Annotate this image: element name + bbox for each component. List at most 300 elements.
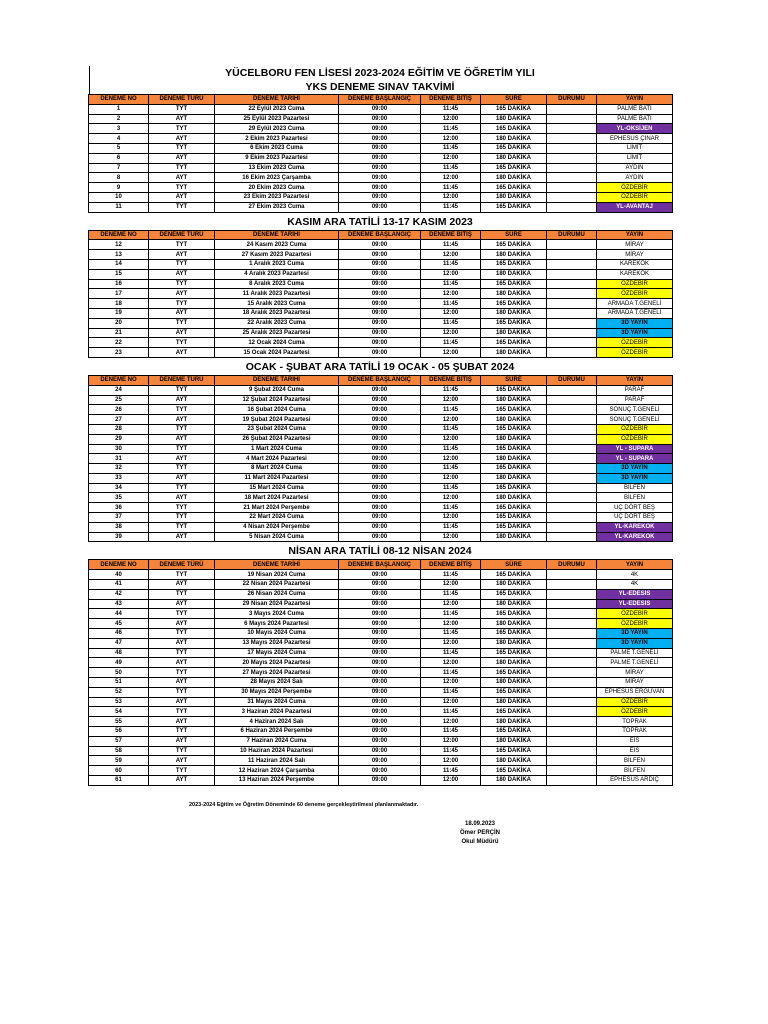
cell-yayin: ÖZDEBİR (597, 707, 673, 717)
column-header: DENEME NO (89, 375, 149, 385)
cell-sure: 165 DAKİKA (481, 183, 547, 193)
cell-no: 17 (89, 289, 149, 299)
cell-bit: 11:45 (421, 707, 481, 717)
cell-tarih: 15 Aralık 2023 Cuma (215, 299, 339, 309)
cell-sure: 165 DAKİKA (481, 766, 547, 776)
cell-sure: 165 DAKİKA (481, 202, 547, 212)
cell-no: 35 (89, 493, 149, 503)
cell-bas: 09:00 (339, 444, 421, 454)
table-row (89, 348, 673, 358)
column-header: DENEME NO (89, 230, 149, 240)
cell-bit: 12:00 (421, 454, 481, 464)
cell-bit: 12:00 (421, 513, 481, 523)
cell-durum (547, 434, 597, 444)
table-row (89, 405, 673, 415)
cell-bas: 09:00 (339, 619, 421, 629)
column-header: DENEME TÜRÜ (149, 375, 215, 385)
cell-bit: 12:00 (421, 658, 481, 668)
cell-bas: 09:00 (339, 405, 421, 415)
cell-tarih: 4 Aralık 2023 Pazartesi (215, 269, 339, 279)
column-header: SÜRE (481, 95, 547, 105)
cell-tur: TYT (149, 464, 215, 474)
cell-bit: 11:45 (421, 648, 481, 658)
cell-bas: 09:00 (339, 717, 421, 727)
cell-tarih: 22 Eylül 2023 Cuma (215, 104, 339, 114)
cell-tur: TYT (149, 687, 215, 697)
cell-no: 31 (89, 454, 149, 464)
cell-durum (547, 153, 597, 163)
cell-durum (547, 668, 597, 678)
cell-bas: 09:00 (339, 599, 421, 609)
cell-yayin: MİRAY (597, 250, 673, 260)
cell-sure: 165 DAKİKA (481, 240, 547, 250)
column-header: DURUMU (547, 375, 597, 385)
cell-bit: 12:00 (421, 192, 481, 202)
cell-bit: 11:45 (421, 609, 481, 619)
cell-bit: 11:45 (421, 727, 481, 737)
cell-sure: 180 DAKİKA (481, 580, 547, 590)
cell-bas: 09:00 (339, 163, 421, 173)
cell-tarih: 16 Şubat 2024 Cuma (215, 405, 339, 415)
cell-bas: 09:00 (339, 727, 421, 737)
cell-no: 22 (89, 338, 149, 348)
cell-bit: 12:00 (421, 269, 481, 279)
cell-bit: 11:45 (421, 259, 481, 269)
cell-no: 37 (89, 513, 149, 523)
cell-bas: 09:00 (339, 269, 421, 279)
cell-bit: 12:00 (421, 348, 481, 358)
cell-durum (547, 114, 597, 124)
table-row (89, 308, 673, 318)
cell-tur: TYT (149, 609, 215, 619)
cell-tur: AYT (149, 678, 215, 688)
table-row (89, 143, 673, 153)
section-title: OCAK - ŞUBAT ARA TATİLİ 19 OCAK - 05 ŞUBAT 2024 (245, 360, 515, 373)
cell-bit: 11:45 (421, 570, 481, 580)
cell-bit: 12:00 (421, 289, 481, 299)
cell-sure: 180 DAKİKA (481, 289, 547, 299)
cell-tur: TYT (149, 513, 215, 523)
cell-tarih: 4 Mart 2024 Pazartesi (215, 454, 339, 464)
cell-sure: 180 DAKİKA (481, 493, 547, 503)
cell-durum (547, 259, 597, 269)
cell-yayin: ÖZDEBİR (597, 279, 673, 289)
cell-sure: 165 DAKİKA (481, 687, 547, 697)
cell-bas: 09:00 (339, 104, 421, 114)
cell-tarih: 26 Şubat 2024 Pazartesi (215, 434, 339, 444)
cell-no: 3 (89, 124, 149, 134)
table-row (89, 638, 673, 648)
cell-sure: 180 DAKİKA (481, 619, 547, 629)
cell-yayin: 3D YAYIN (597, 328, 673, 338)
cell-sure: 180 DAKİKA (481, 454, 547, 464)
cell-no: 42 (89, 589, 149, 599)
cell-yayin: PALME T.GENELİ (597, 648, 673, 658)
cell-tarih: 11 Aralık 2023 Pazartesi (215, 289, 339, 299)
cell-yayin: SONUÇ T.GENELİ (597, 405, 673, 415)
cell-sure: 165 DAKİKA (481, 299, 547, 309)
cell-bit: 11:45 (421, 338, 481, 348)
cell-bit: 11:45 (421, 589, 481, 599)
cell-yayin: BİLFEN (597, 493, 673, 503)
table-row (89, 736, 673, 746)
cell-tarih: 1 Mart 2024 Cuma (215, 444, 339, 454)
schedule-table (88, 559, 673, 785)
table-row (89, 473, 673, 483)
cell-no: 26 (89, 405, 149, 415)
cell-durum (547, 599, 597, 609)
cell-no: 49 (89, 658, 149, 668)
cell-no: 10 (89, 192, 149, 202)
cell-tur: AYT (149, 619, 215, 629)
table-row (89, 532, 673, 542)
cell-tarih: 16 Ekim 2023 Çarşamba (215, 173, 339, 183)
cell-bas: 09:00 (339, 328, 421, 338)
table-row (89, 259, 673, 269)
cell-tarih: 21 Mart 2024 Perşembe (215, 503, 339, 513)
cell-tarih: 25 Aralık 2023 Pazartesi (215, 328, 339, 338)
cell-bas: 09:00 (339, 134, 421, 144)
cell-tarih: 17 Mayıs 2024 Cuma (215, 648, 339, 658)
cell-tarih: 23 Şubat 2024 Cuma (215, 424, 339, 434)
cell-sure: 180 DAKİKA (481, 192, 547, 202)
table-row (89, 434, 673, 444)
cell-durum (547, 192, 597, 202)
table-row (89, 415, 673, 425)
cell-no: 58 (89, 746, 149, 756)
cell-tarih: 28 Mayıs 2024 Salı (215, 678, 339, 688)
cell-yayin: LİMİT (597, 153, 673, 163)
schedule-table (88, 230, 673, 358)
cell-bit: 12:00 (421, 114, 481, 124)
cell-tur: AYT (149, 599, 215, 609)
cell-durum (547, 104, 597, 114)
table-row (89, 648, 673, 658)
cell-yayin: EİS (597, 746, 673, 756)
cell-bas: 09:00 (339, 609, 421, 619)
cell-sure: 180 DAKİKA (481, 415, 547, 425)
cell-bas: 09:00 (339, 638, 421, 648)
cell-sure: 180 DAKİKA (481, 173, 547, 183)
cell-yayin: 3D YAYIN (597, 629, 673, 639)
cell-yayin: ÖZDEBİR (597, 619, 673, 629)
cell-no: 24 (89, 385, 149, 395)
signature-date: 18.09.2023 (464, 821, 496, 827)
column-header: DURUMU (547, 95, 597, 105)
cell-tarih: 3 Mayıs 2024 Cuma (215, 609, 339, 619)
cell-tarih: 19 Şubat 2024 Pazartesi (215, 415, 339, 425)
cell-bit: 11:45 (421, 279, 481, 289)
cell-durum (547, 766, 597, 776)
cell-tarih: 26 Nisan 2024 Cuma (215, 589, 339, 599)
cell-no: 50 (89, 668, 149, 678)
cell-sure: 165 DAKİKA (481, 424, 547, 434)
cell-bas: 09:00 (339, 415, 421, 425)
cell-yayin: YL-KAREKÖK (597, 532, 673, 542)
cell-sure: 180 DAKİKA (481, 308, 547, 318)
cell-bas: 09:00 (339, 424, 421, 434)
table-row (89, 707, 673, 717)
cell-tarih: 27 Ekim 2023 Cuma (215, 202, 339, 212)
cell-no: 54 (89, 707, 149, 717)
cell-yayin: KAREKÖK (597, 269, 673, 279)
column-header: YAYIN (597, 95, 673, 105)
cell-no: 61 (89, 776, 149, 786)
cell-bit: 11:45 (421, 143, 481, 153)
table-row (89, 338, 673, 348)
cell-bas: 09:00 (339, 503, 421, 513)
column-header: DURUMU (547, 560, 597, 570)
cell-bit: 12:00 (421, 173, 481, 183)
cell-tur: AYT (149, 250, 215, 260)
cell-bas: 09:00 (339, 522, 421, 532)
cell-tarih: 6 Mayıs 2024 Pazartesi (215, 619, 339, 629)
cell-sure: 165 DAKİKA (481, 648, 547, 658)
table-row (89, 599, 673, 609)
table-row (89, 395, 673, 405)
table-row (89, 153, 673, 163)
column-header: DENEME BAŞLANGIÇ (339, 560, 421, 570)
cell-tarih: 22 Mart 2024 Cuma (215, 513, 339, 523)
cell-durum (547, 299, 597, 309)
cell-tur: AYT (149, 114, 215, 124)
cell-yayin: SONUÇ T.GENELİ (597, 415, 673, 425)
cell-no: 60 (89, 766, 149, 776)
cell-tur: AYT (149, 580, 215, 590)
table-row (89, 658, 673, 668)
cell-bit: 12:00 (421, 776, 481, 786)
cell-sure: 165 DAKİKA (481, 124, 547, 134)
column-header: DENEME NO (89, 95, 149, 105)
cell-sure: 180 DAKİKA (481, 348, 547, 358)
cell-sure: 165 DAKİKA (481, 746, 547, 756)
cell-yayin: YL-OKSİJEN (597, 124, 673, 134)
cell-tur: TYT (149, 279, 215, 289)
table-row (89, 522, 673, 532)
table-row (89, 163, 673, 173)
column-header: DENEME TÜRÜ (149, 95, 215, 105)
cell-tarih: 6 Haziran 2024 Perşembe (215, 727, 339, 737)
cell-no: 53 (89, 697, 149, 707)
cell-durum (547, 240, 597, 250)
cell-durum (547, 395, 597, 405)
footer-note: 2023-2024 Eğitim ve Öğretim Döneminde 60 deneme gerçekleştirilmesi planlanmaktadır. (189, 802, 419, 808)
cell-durum (547, 348, 597, 358)
cell-bas: 09:00 (339, 648, 421, 658)
table-row (89, 240, 673, 250)
cell-bas: 09:00 (339, 143, 421, 153)
column-header: DENEME TARİHİ (215, 95, 339, 105)
cell-bas: 09:00 (339, 756, 421, 766)
cell-tur: TYT (149, 104, 215, 114)
cell-bas: 09:00 (339, 124, 421, 134)
cell-bit: 11:45 (421, 299, 481, 309)
cell-no: 25 (89, 395, 149, 405)
column-header: DENEME BİTİŞ (421, 560, 481, 570)
table-row (89, 589, 673, 599)
column-header: DENEME TARİHİ (215, 375, 339, 385)
table-header-row (89, 95, 673, 105)
table-row (89, 134, 673, 144)
cell-tarih: 23 Ekim 2023 Pazartesi (215, 192, 339, 202)
cell-bas: 09:00 (339, 464, 421, 474)
cell-no: 1 (89, 104, 149, 114)
table-row (89, 776, 673, 786)
cell-durum (547, 776, 597, 786)
cell-bit: 11:45 (421, 163, 481, 173)
cell-tarih: 13 Mayıs 2024 Pazartesi (215, 638, 339, 648)
cell-tarih: 22 Aralık 2023 Cuma (215, 318, 339, 328)
cell-sure: 165 DAKİKA (481, 483, 547, 493)
cell-durum (547, 717, 597, 727)
table-row (89, 513, 673, 523)
cell-yayin: ÖZDEBİR (597, 424, 673, 434)
cell-no: 55 (89, 717, 149, 727)
table-row (89, 464, 673, 474)
cell-no: 32 (89, 464, 149, 474)
table-row (89, 289, 673, 299)
cell-no: 18 (89, 299, 149, 309)
cell-yayin: UÇ DÖRT BEŞ (597, 503, 673, 513)
cell-bit: 12:00 (421, 756, 481, 766)
table-row (89, 202, 673, 212)
cell-tur: TYT (149, 202, 215, 212)
cell-sure: 165 DAKİKA (481, 629, 547, 639)
table-row (89, 318, 673, 328)
cell-yayin: ÖZDEBİR (597, 183, 673, 193)
cell-bas: 09:00 (339, 153, 421, 163)
column-header: DURUMU (547, 230, 597, 240)
cell-durum (547, 134, 597, 144)
cell-sure: 180 DAKİKA (481, 250, 547, 260)
cell-tarih: 25 Eylül 2023 Pazartesi (215, 114, 339, 124)
cell-sure: 165 DAKİKA (481, 104, 547, 114)
cell-sure: 165 DAKİKA (481, 707, 547, 717)
cell-bas: 09:00 (339, 173, 421, 183)
cell-sure: 180 DAKİKA (481, 678, 547, 688)
cell-no: 52 (89, 687, 149, 697)
cell-tur: TYT (149, 503, 215, 513)
cell-tarih: 29 Eylül 2023 Cuma (215, 124, 339, 134)
table-row (89, 609, 673, 619)
cell-sure: 165 DAKİKA (481, 668, 547, 678)
schedule-table (88, 375, 673, 543)
cell-tur: TYT (149, 163, 215, 173)
cell-tur: AYT (149, 717, 215, 727)
cell-bas: 09:00 (339, 629, 421, 639)
cell-bas: 09:00 (339, 318, 421, 328)
cell-no: 59 (89, 756, 149, 766)
cell-sure: 165 DAKİKA (481, 338, 547, 348)
cell-bas: 09:00 (339, 658, 421, 668)
cell-yayin: 4K (597, 580, 673, 590)
cell-bit: 12:00 (421, 328, 481, 338)
cell-yayin: PARAF (597, 395, 673, 405)
cell-bit: 12:00 (421, 580, 481, 590)
cell-bit: 11:45 (421, 522, 481, 532)
cell-tur: AYT (149, 736, 215, 746)
cell-sure: 165 DAKİKA (481, 589, 547, 599)
cell-tur: AYT (149, 395, 215, 405)
cell-tur: TYT (149, 707, 215, 717)
cell-bit: 11:45 (421, 385, 481, 395)
cell-bit: 11:45 (421, 483, 481, 493)
cell-bas: 09:00 (339, 192, 421, 202)
cell-sure: 180 DAKİKA (481, 153, 547, 163)
cell-bas: 09:00 (339, 687, 421, 697)
cell-no: 38 (89, 522, 149, 532)
table-row (89, 269, 673, 279)
cell-yayin: ÖZDEBİR (597, 609, 673, 619)
cell-durum (547, 483, 597, 493)
table-row (89, 385, 673, 395)
cell-tarih: 6 Ekim 2023 Cuma (215, 143, 339, 153)
cell-sure: 180 DAKİKA (481, 658, 547, 668)
cell-no: 2 (89, 114, 149, 124)
cell-tur: AYT (149, 434, 215, 444)
cell-bas: 09:00 (339, 678, 421, 688)
cell-no: 13 (89, 250, 149, 260)
cell-bit: 12:00 (421, 250, 481, 260)
cell-durum (547, 522, 597, 532)
cell-durum (547, 493, 597, 503)
cell-yayin: YL-EDESİS (597, 589, 673, 599)
cell-durum (547, 163, 597, 173)
cell-sure: 165 DAKİKA (481, 385, 547, 395)
cell-durum (547, 736, 597, 746)
cell-no: 46 (89, 629, 149, 639)
cell-yayin: EİS (597, 736, 673, 746)
column-header: SÜRE (481, 560, 547, 570)
cell-yayin: ÖZDEBİR (597, 348, 673, 358)
cell-yayin: PALME T.GENELİ (597, 658, 673, 668)
cell-bas: 09:00 (339, 308, 421, 318)
cell-durum (547, 687, 597, 697)
cell-bas: 09:00 (339, 240, 421, 250)
column-header: DENEME NO (89, 560, 149, 570)
table-row (89, 678, 673, 688)
cell-no: 12 (89, 240, 149, 250)
cell-tur: TYT (149, 522, 215, 532)
cell-bit: 12:00 (421, 415, 481, 425)
cell-bit: 11:45 (421, 183, 481, 193)
cell-yayin: YL - SUPARA (597, 444, 673, 454)
cell-bas: 09:00 (339, 580, 421, 590)
table-row (89, 483, 673, 493)
cell-tarih: 12 Ocak 2024 Cuma (215, 338, 339, 348)
cell-sure: 180 DAKİKA (481, 736, 547, 746)
cell-tarih: 12 Şubat 2024 Pazartesi (215, 395, 339, 405)
cell-tur: AYT (149, 269, 215, 279)
column-header: YAYIN (597, 375, 673, 385)
cell-bas: 09:00 (339, 259, 421, 269)
cell-yayin: YL-AVANTAJ (597, 202, 673, 212)
cell-durum (547, 678, 597, 688)
cell-no: 33 (89, 473, 149, 483)
table-header-row (89, 560, 673, 570)
cell-durum (547, 289, 597, 299)
cell-durum (547, 415, 597, 425)
cell-yayin: 3D YAYIN (597, 318, 673, 328)
signature-name: Ömer PERÇİN (459, 830, 500, 836)
signature-block (430, 820, 530, 847)
table-row (89, 183, 673, 193)
cell-yayin: TOPRAK (597, 717, 673, 727)
cell-bit: 11:45 (421, 424, 481, 434)
table-row (89, 629, 673, 639)
table-row (89, 503, 673, 513)
cell-tur: TYT (149, 668, 215, 678)
